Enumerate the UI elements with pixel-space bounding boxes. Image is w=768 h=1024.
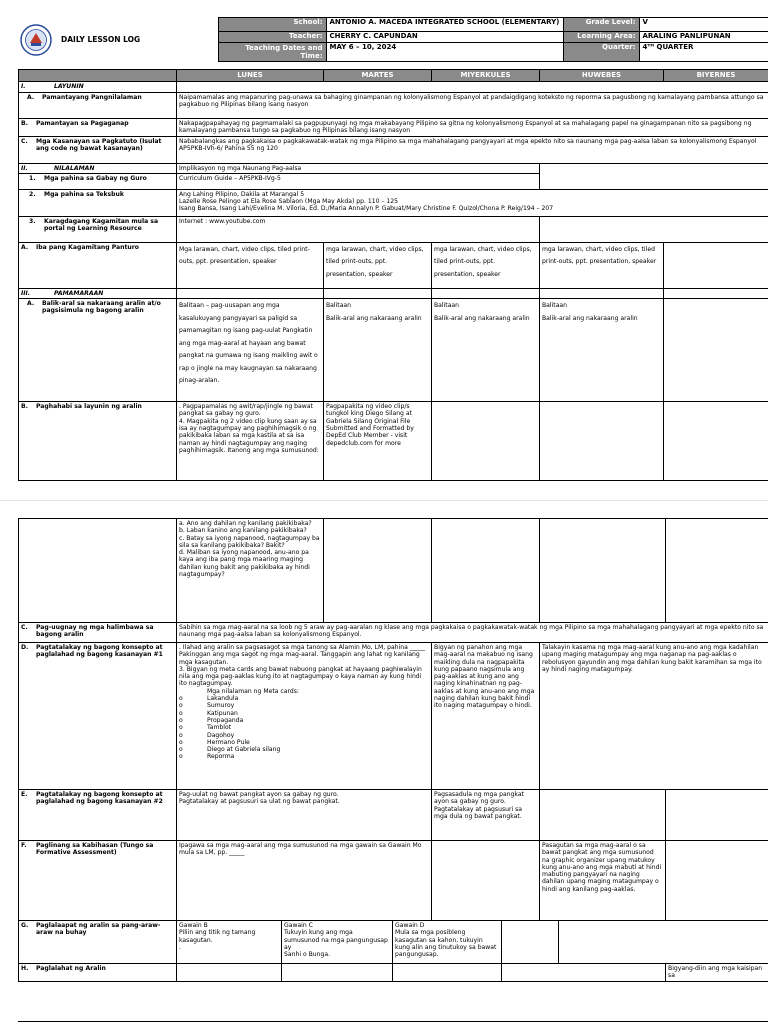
balik-aral-miyerkules: Balitaan Balik-aral ang nakaraang aralin <box>432 299 540 402</box>
label-gabay-guro: 1. Mga pahina sa Gabay ng Guro <box>19 173 177 189</box>
label-pamantayang-pangnilalaman: A. Pamantayang Pangnilalaman <box>19 93 177 119</box>
iba-pang-kagamitan-lunes: Mga larawan, chart, video clips, tiled print-outs, ppt. presentation, speaker <box>177 242 324 288</box>
lesson-table-page1 <box>18 69 768 481</box>
iba-pang-kagamitan-martes: mga larawan, chart, video clips, tiled print-outs, ppt. presentation, speaker <box>324 242 432 288</box>
bullet-marker: o <box>179 746 183 754</box>
pagtatalakay-1-huwebes: Talakayin kasama ng mga mag-aaral kung anu-ano ang mga kadahilan upang maging matagumpay ang mga naganap na pag-aaklas o rebolusyon gayundin ang mga dahilan kung bakit karamihan sa mga ito ay hindi naging matagumpay. <box>540 643 768 790</box>
day-wednesday: MIYERKULES <box>432 70 540 82</box>
label-paglinang: F. Paglinang sa Kabihasan (Tungo sa Formative Assessment) <box>19 841 177 921</box>
label-paglalahat: H. Paglalahat ng Aralin <box>19 964 177 982</box>
table-row <box>19 964 768 982</box>
meta-card-item <box>179 710 429 717</box>
bullet-marker: o <box>179 724 183 732</box>
paglalapat-gawain-c: Gawain C Tukuyin kung ang mga sumusunod na mga pangungusap ay Sanhi o Bunga. <box>282 921 393 964</box>
bullet-marker: o <box>179 738 183 746</box>
area-value: ARALING PANLIPUNAN <box>639 32 768 43</box>
dates-label: Teaching Dates and Time: <box>218 43 326 62</box>
label-pagtatalakay-1: D. Pagtatalakay ng bagong konsepto at paglalahad ng bagong kasanayan #1 <box>19 643 177 790</box>
meta-card-item <box>179 702 429 709</box>
section-nilalaman-row <box>19 163 768 173</box>
meta-card-item <box>179 732 429 739</box>
footer-rule <box>18 1021 768 1022</box>
meta-card-label: Sumuroy <box>207 702 235 710</box>
section-pamamaraan-row <box>19 288 768 298</box>
balik-aral-lunes: Balitaan – pag-uusapan ang mga kasalukuyang pangyayari sa paligid sa pamamagitan ng isang pag-uulat Pangkatin ang mga mag-aaral at hayaan ang bawat pangkat na gumawa ng isang maikling awit o rap o jingle na may kaugnayan sa nakaraang pinag-aralan. <box>177 299 324 402</box>
table-row <box>19 623 768 643</box>
label-paghahabi: B. Paghahabi sa layunin ng aralin <box>19 402 177 481</box>
meta-cards-list <box>179 695 429 761</box>
page-divider <box>0 500 768 501</box>
bullet-marker: o <box>179 695 183 703</box>
quarter-value: 4ᵀᴴ QUARTER <box>639 43 768 62</box>
day-tuesday: MARTES <box>324 70 432 82</box>
label-kasanayan-pagkatuto: C. Mga Kasanayan sa Pagkatuto (Isulat ang code ng bawat kasanayan) <box>19 136 177 163</box>
section-pamamaraan: III. PAMAMARAAN <box>19 288 177 298</box>
meta-card-label: Propaganda <box>207 716 244 724</box>
dates-value: MAY 6 – 10, 2024 <box>326 43 563 62</box>
day-monday: LUNES <box>177 70 324 82</box>
label-iba-pang-kagamitan: A. Iba pang Kagamitang Panturo <box>19 242 177 288</box>
iba-pang-kagamitan-huwebes: mga larawan, chart, video clips, tiled print-outs, ppt. presentation, speaker <box>540 242 664 288</box>
karagdagang-kagamitan-value: Internet : www.youtube.com <box>177 216 540 242</box>
table-row <box>19 841 768 921</box>
iba-pang-kagamitan-miyerkules: mga larawan, chart, video clips, tiled print-outs, ppt. presentation, speaker <box>432 242 540 288</box>
table-row <box>19 790 768 841</box>
label-pamantayan-pagaganap: B. Pamantayan sa Pagaganap <box>19 119 177 137</box>
bullet-marker: o <box>179 753 183 761</box>
day-thursday: HUWEBES <box>540 70 664 82</box>
deped-seal-icon <box>20 24 52 56</box>
label-pag-uugnay: C. Pag-uugnay ng mga halimbawa sa bagong aralin <box>19 623 177 643</box>
area-label: Learning Area: <box>563 32 639 43</box>
table-row <box>19 173 768 189</box>
header-logo-cell <box>18 18 218 62</box>
paglinang-lunes: Ipagawa sa mga mag-aaral ang mga sumusunod na mga gawain sa Gawain Mo mula sa LM, pp. _____ <box>177 841 432 921</box>
pagtatalakay-1-lunes: . Ilahad ang aralin sa pagsasagot sa mga tanong sa Alamin Mo, LM, pahina _____ Pakinggan ang mga sagot ng mga mag-aaral. Tanggapin ang lahat ng kanilang mga kasagutan. 3. Bigyan ng meta cards ang bawat nabuong pangkat at hayaang paghiwalayin nila ang mga pag-aaklas kung ito at nagtagumpay o kaya naman ay kung hindi ito nagtagumpay. Mga nilalaman ng Meta cards: o Lakandula o Sumuroy o Katipunan o Propaganda o Tamblot o Dagohoy o Hermano Pule o Diego at Gabriela silang o Reporma <box>177 643 432 790</box>
meta-card-label: Lakandula <box>207 695 239 703</box>
day-header-row <box>19 70 768 82</box>
meta-card-label: Diego at Gabriela silang <box>207 746 281 754</box>
paglinang-huwebes: Pasagutan sa mga mag-aaral o sa bawat pangkat ang mga sumusunod na graphic organizer upang matukoy kung anu-ano ang mga mabuti at hindi mabuting pangyayari na naging dahilan upang maging matagumpay o hindi ang kanilang pag-aaklas. <box>540 841 666 921</box>
table-row <box>19 216 768 242</box>
paglalahat-biyernes: Bigyang-diin ang mga kaisipan sa <box>666 964 768 982</box>
bullet-marker: o <box>179 731 183 739</box>
bullet-marker: o <box>179 716 183 724</box>
meta-card-item <box>179 739 429 746</box>
table-row <box>19 643 768 790</box>
grade-label: Grade Level: <box>563 18 639 32</box>
table-row <box>19 402 768 481</box>
pag-uugnay-value: Sabihin sa mga mag-aaral na sa loob ng 5 araw ay pag-aaralan ng klase ang mga pagkakaisa o pagkakawatak-watak ng mga Pilipino sa mga mahahalagang pangyayari at mga epekto nito sa naunang mga pag-aalsa laban sa kolonyalismong Espanyol. <box>177 623 768 643</box>
pamantayang-pangnilalaman-value: Naipamamalas ang mapanuring pag-unawa sa bahaging ginampanan ng kolonyalismong Espanyol at pandaigdigang koteksto ng reporma sa pagusbong ng kamalayang pambansa attungo sa pagkabuo ng Pilipinas bilang isang nasyon <box>177 93 768 119</box>
day-friday: BIYERNES <box>664 70 768 82</box>
grade-value: V <box>639 18 768 32</box>
meta-card-item <box>179 746 429 753</box>
label-paglalapat: G. Paglalaapat ng aralin sa pang-araw-araw na buhay <box>19 921 177 964</box>
meta-card-label: Katipunan <box>207 709 238 717</box>
meta-card-label: Hermano Pule <box>207 738 250 746</box>
balik-aral-martes: Balitaan Balik-aral ang nakaraang aralin <box>324 299 432 402</box>
table-row <box>19 189 768 216</box>
school-value: ANTONIO A. MACEDA INTEGRATED SCHOOL (ELEMENTARY) <box>326 18 563 32</box>
balik-aral-huwebes: Balitaan Balik-aral ang nakaraang aralin <box>540 299 664 402</box>
guide-questions: a. Ano ang dahilan ng kanilang pakikibaka? b. Laban kanino ang kanilang pakikibaka? c. Batay sa iyong napanood, nagtagumpay ba sila sa kanilang pakikibaka? Bakit? d. Maliban sa iyong napanood, anu-ano pa kaya ang iba pang mga maaring maging dahilan kung bakit ang pakikibaka ay hindi nagtagumpay? <box>177 519 324 623</box>
table-row <box>19 93 768 119</box>
meta-card-item <box>179 695 429 702</box>
label-teksbuk: 2. Mga pahina sa Teksbuk <box>19 189 177 216</box>
header-table <box>18 17 768 62</box>
bullet-marker: o <box>179 702 183 710</box>
kasanayan-pagkatuto-value: Nababalangkas ang pagkakaisa o pagkakawatak-watak ng mga Pilipino sa mga mahahalagang pangyayari at mga epekto nito sa naunang mga pag-aalsa laban sa kolonyalismong Espanyol AP5PKB-IVh-6/ Pahina 55 ng 120 <box>177 136 768 163</box>
nilalaman-value: Implikasyon ng mga Naunang Pag-aalsa <box>177 163 540 173</box>
pagtatalakay-1-miyerkules: Bigyan ng panahon ang mga mag-aaral na makabuo ng isang maikling dula na nagpapakita kung papaano nagsimula ang pag-aaklas at kung ano ang naging kinahinatnan ng pag-aaklas at kung anu-ano ang mga naging dahilan kung bakit hindi ito naging matagumpay o hindi. <box>432 643 540 790</box>
label-pagtatalakay-2: E. Pagtatalakay ng bagong konsepto at paglalahad ng bagong kasanayan #2 <box>19 790 177 841</box>
school-label: School: <box>218 18 326 32</box>
gabay-guro-value: Curriculum Guide – AP5PKB-IVg-5 <box>177 173 540 189</box>
paghahabi-martes: Pagpapakita ng video clip/s tungkol king Diego Silang at Gabriela Silang Original File Submitted and Formatted by DepEd Club Member - visit depedclub.com for more <box>324 402 432 481</box>
document-title: DAILY LESSON LOG <box>61 34 141 44</box>
label-karagdagang-kagamitan: 3. Karagdagang Kagamitan mula sa portal ng Learning Resource <box>19 216 177 242</box>
table-row <box>19 921 768 964</box>
meta-card-label: Reporma <box>207 753 235 761</box>
pagtatalakay-2-miyerkules: Pagsasadula ng mga pangkat ayon sa gabay ng guro. Pagtatalakay at pagsusuri sa mga dula ng bawat pangkat. <box>432 790 540 841</box>
table-row <box>19 136 768 163</box>
table-row <box>19 299 768 402</box>
pagtatalakay-2-lunes: Pag-uulat ng bawat pangkat ayon sa gabay ng guro. Pagtatalakay at pagsusuri sa ulat ng bawat pangkat. <box>177 790 432 841</box>
meta-card-label: Tamblot <box>207 724 232 732</box>
meta-card-item <box>179 717 429 724</box>
section-layunin-row <box>19 82 768 93</box>
section-nilalaman: II. NILALAMAN <box>19 163 177 173</box>
bullet-marker: o <box>179 709 183 717</box>
label-balik-aral: A. Balik-aral sa nakaraang aralin at/o pagsisimula ng bagong aralin <box>19 299 177 402</box>
teacher-label: Teacher: <box>218 32 326 43</box>
lesson-table-page2 <box>18 518 768 982</box>
teacher-value: CHERRY C. CAPUNDAN <box>326 32 563 43</box>
meta-card-item <box>179 724 429 731</box>
pamantayan-pagaganap-value: Nakapagpapahayag ng pagmamalaki sa pagpupunyagi ng mga makabayang Pilipino sa gitna ng kolonyalismong Espanyol at sa mahalagang papel na ginagampanan nito sa pagsibong ng kamalayang pambansa tungo sa pagkabuo ng Pilipinas bilang isang nasyon <box>177 119 768 137</box>
section-layunin: I. LAYUNIN <box>19 82 177 93</box>
paglalapat-gawain-b: Gawain B Piliin ang titik ng tamang kasagutan. . <box>177 921 282 964</box>
table-row <box>19 519 768 623</box>
paglalapat-gawain-d: Gawain D Mula sa mga posibleng kasagutan sa kahon, tukuyin kung alin ang tinutukoy sa bawat pangungusap. <box>393 921 502 964</box>
meta-card-label: Dagohoy <box>207 731 235 739</box>
quarter-label: Quarter: <box>563 43 639 62</box>
table-row <box>19 119 768 137</box>
teksbuk-value: Ang Lahing Pilipino, Dakila at Marangal 5 Lazelle Rose Pelingo at Ela Rose Sablaon (Mga May Akda) pp. 110 – 125 Isang Bansa, Isang Lahi/Evelina M. Viloria, Ed. D./Maria Annalyn P. Gabuat/Mary Christine F. Quizol/Chona P. Reig/194 – 207 <box>177 189 768 216</box>
paghahabi-lunes: . Pagpapamalas ng awit/rap/jingle ng bawat pangkat sa gabay ng guro. 4. Magpakita ng 2 video clip kung saan ay sa isa ay nagtagumpay ang paghihimagsik o ng pakikibaka laban sa mga kastila at sa isa naman ay hindi nagtagumpay ang naging paghihimagsik. Itanong ang mga sumusunod: <box>177 402 324 481</box>
meta-card-item <box>179 753 429 760</box>
table-row <box>19 242 768 288</box>
